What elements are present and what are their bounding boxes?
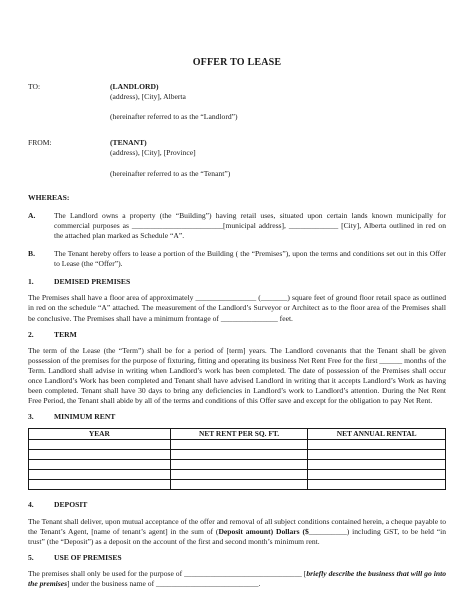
recital-a [28, 211, 446, 241]
use-text-part: The premises shall only be used for the purpose of _______________________________ [ [28, 568, 307, 578]
table-row [29, 470, 446, 480]
table-cell[interactable] [308, 480, 446, 490]
table-row [29, 460, 446, 470]
use-of-premises-text [28, 569, 446, 589]
table-cell[interactable] [29, 480, 171, 490]
table-cell[interactable] [170, 440, 308, 450]
section-heading-minimum-rent [28, 412, 446, 422]
section-number: 3. [28, 412, 34, 422]
landlord-reference: (hereinafter referred to as the “Landlord”) [110, 112, 238, 122]
from-label: FROM: [28, 138, 52, 148]
term-text: The term of the Lease (the “Term”) shall be for a period of [term] years. The Landlord covenants that the Tenant shall be given possession of the premises for the purpose of fixturing, fitting and operating its business Net Rent Free for the first ______ months of the Term. Landlord shall advise in writing when Landlord’s work has been completed. The date of possession of the Premises shall occur once Landlord’s Work has been completed and Tenant shall have advised Landlord in writing that it accepts Landlord’s Work as having been completed. Tenant shall have 30 days to bring any deficiencies in Landlord’s work to Landlord’s attention. During the Net Rent Free Period, the Tenant shall abide by all of the terms and conditions of this Offer save and except for the obligation to pay Net Rent. [28, 345, 446, 406]
section-title: USE OF PREMISES [54, 552, 122, 562]
landlord-name: (LANDLORD) [110, 82, 159, 92]
from-block [28, 138, 446, 178]
table-cell[interactable] [29, 450, 171, 460]
table-cell[interactable] [308, 470, 446, 480]
table-cell[interactable] [29, 470, 171, 480]
recital-text: The Landlord owns a property (the “Building”) having retail uses, situated upon certain lands known municipally for commercial purposes as ________________________[municipal address], _____________ [City], Alberta outlined in red on the attached plan marked as Schedule “A”. [54, 210, 446, 240]
column-header-net-rent: NET RENT PER SQ. FT. [170, 429, 308, 440]
table-row [29, 480, 446, 490]
table-cell[interactable] [308, 450, 446, 460]
recital-b [28, 249, 446, 269]
section-title: DEMISED PREMISES [54, 277, 131, 287]
section-heading-use-of-premises [28, 553, 446, 563]
tenant-address: (address), [City], [Province] [110, 148, 196, 158]
section-heading-deposit [28, 500, 446, 510]
whereas-heading: WHEREAS: [28, 192, 70, 202]
use-text-part: ] under the business name of ___________________________. [67, 579, 261, 588]
table-cell[interactable] [308, 460, 446, 470]
section-heading-term [28, 330, 446, 340]
deposit-text-part: The Tenant shall deliver, upon mutual acceptance of the offer and removal of all subject conditions contained herein, a cheque payable to the Tenant’s Agent, [name of tenant’s agent] in the sum of ( [28, 516, 446, 536]
section-number: 5. [28, 552, 34, 562]
to-block [28, 82, 446, 122]
column-header-annual-rental: NET ANNUAL RENTAL [308, 429, 446, 440]
tenant-reference: (hereinafter referred to as the “Tenant”) [110, 168, 231, 178]
recital-letter: A. [28, 210, 36, 220]
section-number: 2. [28, 329, 34, 339]
minimum-rent-table [28, 428, 446, 490]
table-cell[interactable] [170, 480, 308, 490]
tenant-name: (TENANT) [110, 138, 147, 148]
landlord-address: (address), [City], Alberta [110, 92, 186, 102]
table-cell[interactable] [170, 470, 308, 480]
table-row [29, 440, 446, 450]
document-title: OFFER TO LEASE [192, 57, 282, 68]
section-number: 4. [28, 500, 34, 510]
column-header-year: YEAR [29, 429, 171, 440]
recital-letter: B. [28, 249, 35, 259]
table-cell[interactable] [29, 460, 171, 470]
deposit-dollars-label: ) Dollars ($ [270, 526, 309, 536]
to-label: TO: [28, 82, 41, 92]
table-cell[interactable] [170, 460, 308, 470]
section-title: TERM [54, 329, 77, 339]
business-description-placeholder: briefly describe the business that will go into the premises [28, 568, 446, 588]
section-title: DEPOSIT [54, 500, 88, 510]
recital-text: The Tenant hereby offers to lease a portion of the Building ( the “Premises”), upon the terms and conditions set out in this Offer to Lease (the “Offer”). [54, 249, 446, 269]
deposit-amount-placeholder: Deposit amount [218, 526, 271, 536]
table-row [29, 450, 446, 460]
table-cell[interactable] [308, 440, 446, 450]
deposit-amount-blank: __________ [308, 526, 347, 536]
section-heading-demised-premises [28, 277, 446, 287]
deposit-text [28, 517, 446, 547]
section-number: 1. [28, 277, 34, 287]
section-title: MINIMUM RENT [54, 412, 116, 422]
demised-premises-text: The Premises shall have a floor area of approximately ________________ (_______) square feet of ground floor retail space as outlined in red on the schedule “A” attached. The measurement of the Landlord’s Surveyor or Architect as to the floor area of the Premises shall be conclusive. The Premises shall have a minimum frontage of _______________ feet. [28, 293, 446, 323]
table-cell[interactable] [170, 450, 308, 460]
table-cell[interactable] [29, 440, 171, 450]
deposit-text-part: ) including GST, to be held “in trust” (the “Deposit”) as a deposit on the account of the first and second month’s minimum rent. [28, 526, 446, 546]
table-header-row [29, 429, 446, 440]
